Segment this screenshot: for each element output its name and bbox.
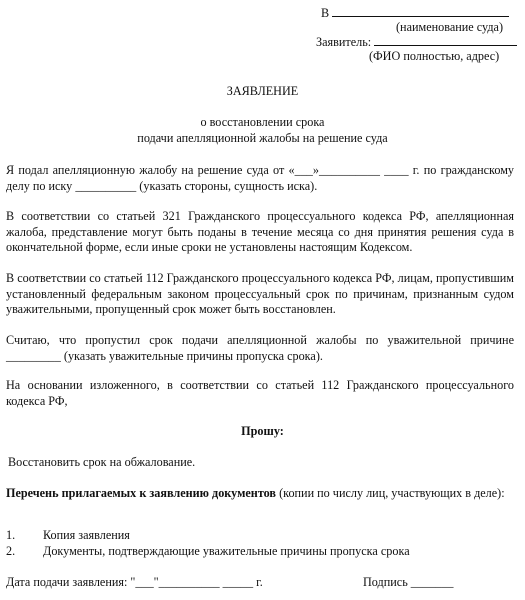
submission-date: Дата подачи заявления: "___"__________ _____ г. (6, 575, 263, 589)
attachments-heading-rest: (копии по числу лиц, участвующих в деле): (276, 486, 505, 500)
applicant-hint: (ФИО полностью, адрес) (369, 49, 500, 63)
paragraph-1: Я подал апелляционную жалобу на решение суда от «___»__________ ____ г. по гражданскому делу по иску __________ (указать стороны, сущность иска). (6, 163, 514, 193)
request-item: Восстановить срок на обжалование. (8, 455, 196, 469)
document-subtitle-2: подачи апелляционной жалобы на решение суда (137, 131, 388, 145)
paragraph-5: На основании изложенного, в соответствии со статьей 112 Гражданского процессуального кодекса РФ, (6, 378, 514, 408)
paragraph-2: В соответствии со статьей 321 Гражданского процессуального кодекса РФ, апелляционная жалоба, представление могут быть поданы в течение месяца со дня принятия решения суда в окончательной форме, если иные сроки не установлены настоящим Кодексом. (6, 209, 514, 254)
attachment-num-2: 2. (6, 544, 16, 558)
court-prefix: В (321, 6, 330, 20)
attachment-text-1: Копия заявления (43, 528, 130, 542)
attachment-item-1 (6, 528, 130, 544)
signature: Подпись _______ (363, 575, 454, 589)
court-hint: (наименование суда) (396, 20, 503, 34)
attachments-heading-bold: Перечень прилагаемых к заявлению документов (6, 486, 277, 500)
request-heading (0, 424, 525, 440)
paragraph-3: В соответствии со статьей 112 Гражданского процессуального кодекса РФ, лицам, пропустившим установленный федеральным законом процессуальный срок по причинам, признанным судом уважительными, пропущенный срок может быть восстановлен. (6, 271, 514, 316)
document-title: ЗАЯВЛЕНИЕ (226, 84, 299, 98)
attachment-num-1: 1. (6, 528, 16, 542)
attachment-item-2 (6, 544, 410, 560)
paragraph-4: Считаю, что пропустил срок подачи апелляционной жалобы по уважительной причине _________ (указать уважительные причины пропуска срока). (6, 333, 514, 363)
document-subtitle-1: о восстановлении срока (200, 115, 325, 129)
request-heading-text: Прошу: (241, 424, 284, 438)
attachments-heading (6, 486, 514, 502)
court-name-line (332, 5, 509, 17)
applicant-line (374, 34, 517, 46)
attachment-text-2: Документы, подтверждающие уважительные причины пропуска срока (43, 544, 410, 558)
applicant-prefix: Заявитель: (316, 35, 372, 49)
